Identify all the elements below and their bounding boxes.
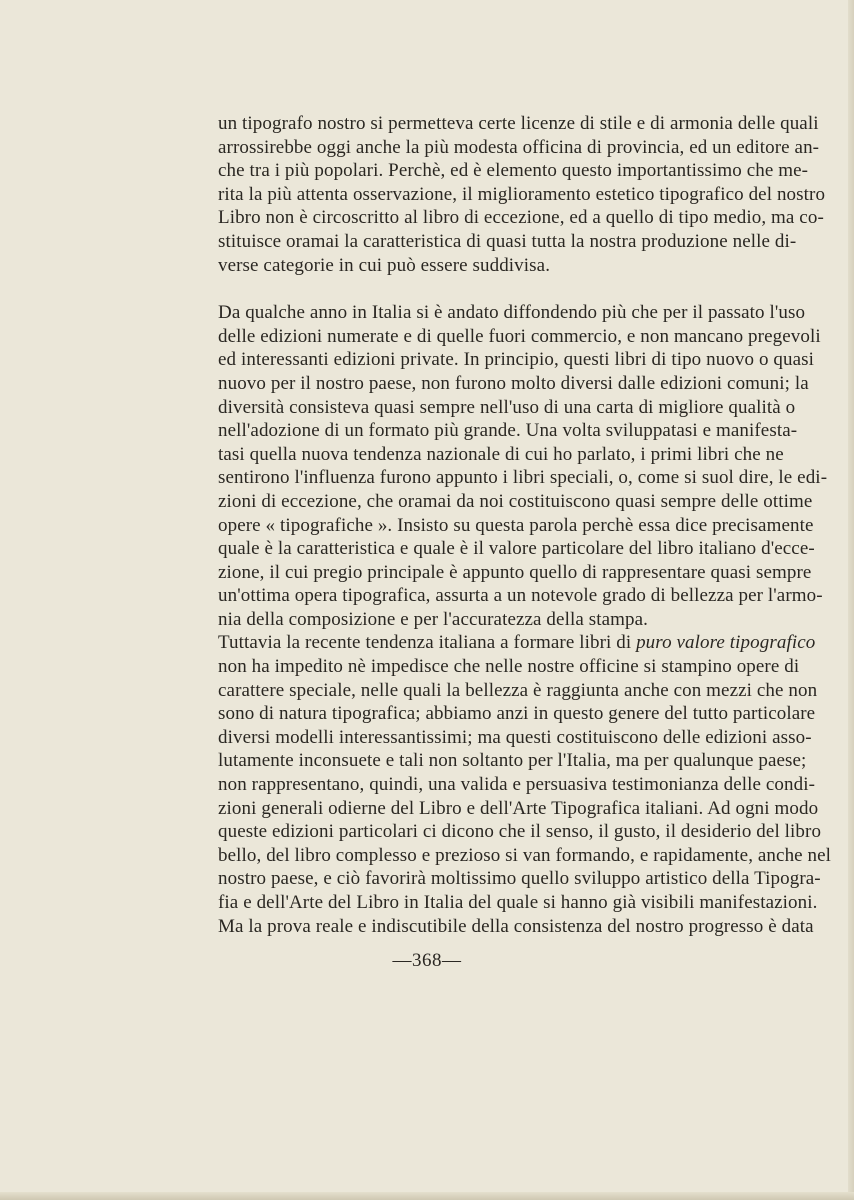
paragraph-1 xyxy=(218,112,826,277)
text-line: quale è la caratteristica e quale è il valore particolare del libro italiano d'ecce- xyxy=(218,538,815,560)
text-line: non ha impedito nè impedisce che nelle nostre officine si stampino opere di xyxy=(218,656,800,678)
text-line: sentirono l'influenza furono appunto i libri speciali, o, come si suol dire, le edi- xyxy=(218,467,828,489)
text-line: Ma la prova reale e indiscutibile della consistenza del nostro progresso è data xyxy=(218,915,814,937)
text-line: non rappresentano, quindi, una valida e persuasiva testimonianza delle condi- xyxy=(218,774,816,796)
text-line: sono di natura tipografica; abbiamo anzi in questo genere del tutto particolare xyxy=(218,703,816,725)
body-text xyxy=(218,112,832,938)
text-line: queste edizioni particolari ci dicono che il senso, il gusto, il desiderio del libro xyxy=(218,821,822,843)
text-line: verse categorie in cui può essere suddivisa. xyxy=(218,254,551,276)
text-line: Da qualche anno in Italia si è andato diffondendo più che per il passato l'uso xyxy=(218,302,806,324)
paragraph-2 xyxy=(218,301,828,631)
text-line: zione, il cui pregio principale è appunto quello di rappresentare quasi sempre xyxy=(218,561,812,583)
text-line: bello, del libro complesso e prezioso si van formando, e rapidamente, anche nel xyxy=(218,844,832,866)
text-line: nuovo per il nostro paese, non furono molto diversi dalle edizioni comuni; la xyxy=(218,372,809,394)
text-line: Libro non è circoscritto al libro di eccezione, ed a quello di tipo medio, ma co- xyxy=(218,207,824,229)
text-line: fia e dell'Arte del Libro in Italia del quale si hanno già visibili manifestazioni. xyxy=(218,892,818,913)
text-line: rita la più attenta osservazione, il miglioramento estetico tipografico del nostro xyxy=(218,183,826,205)
text-line: un tipografo nostro si permetteva certe licenze di stile e di armonia delle quali xyxy=(218,113,819,134)
paragraph-gap xyxy=(218,277,780,301)
text-line: carattere speciale, nelle quali la bellezza è raggiunta anche con mezzi che non xyxy=(218,679,818,701)
text-line: arrossirebbe oggi anche la più modesta officina di provincia, ed un editore an- xyxy=(218,136,820,158)
text-line: zioni generali odierne del Libro e dell'Arte Tipografica italiani. Ad ogni modo xyxy=(218,797,819,819)
text-line: stituisce oramai la caratteristica di quasi tutta la nostra produzione nelle di- xyxy=(218,230,797,252)
text-run: Tuttavia la recente tendenza italiana a formare libri di xyxy=(218,632,637,654)
text-line: ed interessanti edizioni private. In principio, questi libri di tipo nuovo o quasi xyxy=(218,349,815,371)
text-line: lutamente inconsuete e tali non soltanto per l'Italia, ma per qualunque paese; xyxy=(218,750,807,772)
text-line: diversi modelli interessantissimi; ma questi costituiscono delle edizioni asso- xyxy=(218,726,812,748)
text-line: che tra i più popolari. Perchè, ed è elemento questo importantissimo che me- xyxy=(218,160,809,182)
text-line: nell'adozione di un formato più grande. Una volta sviluppatasi e manifesta- xyxy=(218,420,798,442)
page-edge-right xyxy=(848,0,854,1200)
text-line: nia della composizione e per l'accuratezza della stampa. xyxy=(218,608,648,630)
text-line: un'ottima opera tipografica, assurta a un notevole grado di bellezza per l'armo- xyxy=(218,585,823,607)
text-line: tasi quella nuova tendenza nazionale di cui ho parlato, i primi libri che ne xyxy=(218,443,784,465)
text-line: diversità consisteva quasi sempre nell'uso di una carta di migliore qualità o xyxy=(218,396,796,418)
text-line: zioni di eccezione, che oramai da noi costituiscono quasi sempre delle ottime xyxy=(218,490,813,512)
text-line: delle edizioni numerate e di quelle fuori commercio, e non mancano pregevoli xyxy=(218,325,821,347)
paragraph-3 xyxy=(218,631,832,938)
text-line: nostro paese, e ciò favorirà moltissimo quello sviluppo artistico della Tipogra- xyxy=(218,868,821,890)
text-line: opere « tipografiche ». Insisto su questa parola perchè essa dice precisamente xyxy=(218,514,814,536)
page-number: —368— xyxy=(392,950,462,971)
text-line xyxy=(218,631,816,655)
italic-phrase: puro valore tipografico xyxy=(636,632,816,654)
page-edge-bottom xyxy=(0,1192,854,1200)
